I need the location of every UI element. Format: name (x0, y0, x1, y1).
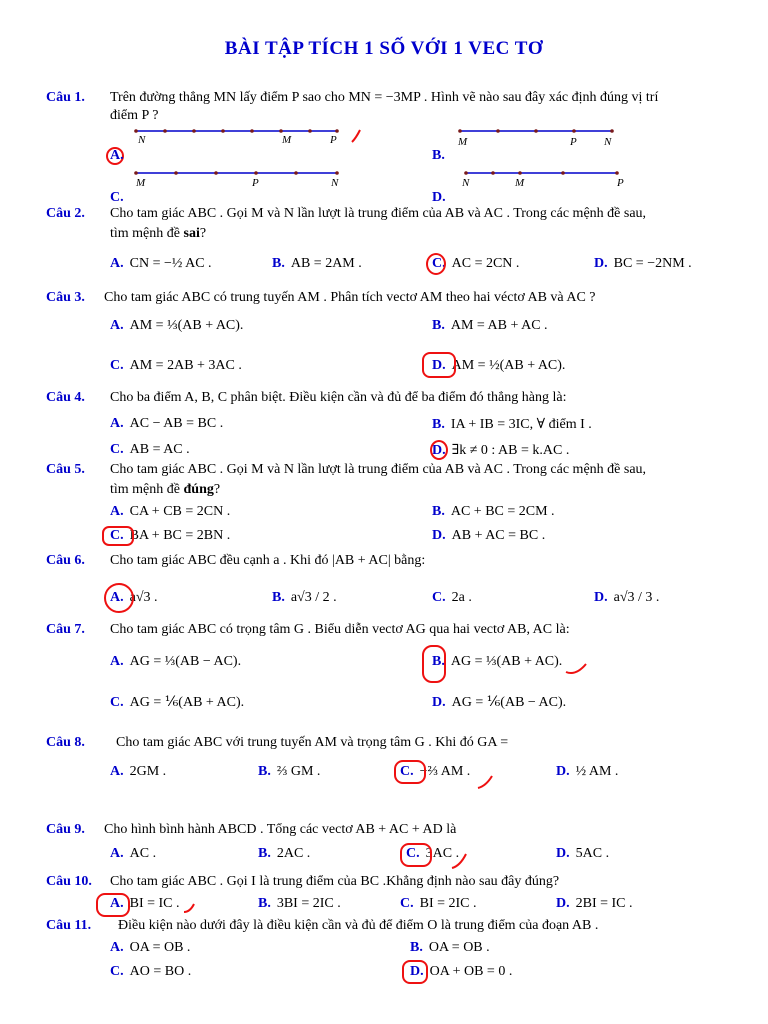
point-label: N (462, 177, 470, 189)
question-label: Câu 4. (46, 390, 85, 405)
question-keyword: đúng (183, 482, 214, 497)
option-letter: D. (594, 256, 608, 271)
option-letter: A. (110, 654, 124, 669)
question-prefix: tìm mệnh đề (110, 226, 184, 241)
option-letter: B. (432, 654, 445, 669)
page-title: BÀI TẬP TÍCH 1 SỐ VỚI 1 VEC TƠ (224, 38, 544, 59)
option-letter: D. (432, 358, 446, 373)
option-text: AO = BO . (129, 964, 192, 979)
question-text: Cho tam giác ABC . Gọi M và N lần lượt là trung điểm của AB và AC . Trong các mệnh đề sau, (110, 206, 647, 221)
option-letter: A. (110, 590, 124, 605)
option-text: 2a . (451, 590, 472, 605)
option-text: 3AC . (425, 846, 460, 861)
point-label: M (136, 177, 146, 189)
question-prefix: tìm mệnh đề (110, 482, 184, 497)
option-text: AC + BC = 2CM . (450, 504, 555, 519)
option-text: AG = ⅓(AB + AC). (450, 654, 563, 669)
option-letter: B. (432, 148, 445, 163)
option-text: AC = 2CN . (451, 256, 520, 271)
question-text: Cho tam giác ABC . Gọi M và N lần lượt là trung điểm của AB và AC . Trong các mệnh đề sau, (110, 462, 647, 477)
point-label: M (458, 136, 468, 148)
question-text: Cho tam giác ABC với trung tuyến AM và trọng tâm G . Khi đó GA = (116, 735, 509, 750)
option-text: OA = OB . (129, 940, 191, 955)
option-letter: B. (410, 940, 423, 955)
point-label: N (604, 136, 612, 148)
option-text: AM = ⅓(AB + AC). (129, 318, 244, 333)
option-letter: B. (258, 896, 271, 911)
option-letter: D. (432, 190, 446, 205)
option-letter: A. (110, 318, 124, 333)
question-text: Cho tam giác ABC có trọng tâm G . Biểu diễn vectơ AG qua hai vectơ AB, AC là: (110, 622, 570, 637)
option-text: AC − AB = BC . (129, 416, 224, 431)
option-text: CN = −½ AC . (129, 256, 212, 271)
option-letter: C. (110, 964, 124, 979)
option-text: AM = ½(AB + AC). (451, 358, 566, 373)
option-letter: C. (110, 695, 124, 710)
option-letter: C. (110, 358, 124, 373)
option-letter: C. (110, 442, 124, 457)
option-letter: D. (594, 590, 608, 605)
question-text-line2: điểm P ? (110, 108, 159, 123)
point-label: N (331, 177, 339, 189)
question-text: Cho ba điểm A, B, C phân biệt. Điều kiện cần và đủ để ba điểm đó thẳng hàng là: (110, 390, 567, 405)
option-text: CA + CB = 2CN . (129, 504, 231, 519)
point-label: M (515, 177, 525, 189)
option-letter: A. (110, 764, 124, 779)
option-text: 2AC . (276, 846, 311, 861)
question-text: Trên đường thẳng MN lấy điểm P sao cho MN = −3MP . Hình vẽ nào sau đây xác định đúng vị trí (110, 90, 659, 105)
option-text: 2GM . (129, 764, 167, 779)
option-a[interactable] (110, 940, 190, 956)
option-text: a√3 / 2 . (290, 590, 337, 605)
option-text: AG = ⅙(AB − AC). (451, 695, 567, 710)
option-c[interactable] (110, 964, 191, 980)
option-text: BI = IC . (129, 896, 180, 911)
answer-circle-mark (402, 960, 428, 984)
option-text: AB = 2AM . (290, 256, 362, 271)
option-text: BA + BC = 2BN . (129, 528, 231, 543)
option-letter: C. (432, 590, 446, 605)
option-letter: D. (556, 846, 570, 861)
option-text: a√3 . (129, 590, 158, 605)
option-letter: B. (258, 846, 271, 861)
point-label: P (330, 134, 337, 146)
option-letter: A. (110, 256, 124, 271)
option-text: AM = 2AB + 3AC . (129, 358, 242, 373)
option-letter: B. (272, 590, 285, 605)
question-label: Câu 7. (46, 622, 85, 637)
option-letter: D. (556, 896, 570, 911)
question-suffix: ? (199, 226, 207, 241)
question-label: Câu 3. (46, 290, 85, 305)
option-text: IA + IB = 3IC, ∀ điểm I . (450, 417, 592, 432)
option-text: −⅔ AM . (419, 764, 471, 779)
option-letter: D. (432, 443, 446, 458)
option-letter: B. (432, 417, 445, 432)
point-label: M (282, 134, 292, 146)
option-letter: C. (110, 528, 124, 543)
option-text: ½ AM . (575, 764, 619, 779)
option-b[interactable] (410, 940, 490, 956)
option-text: AG = ⅓(AB − AC). (129, 654, 242, 669)
option-text: AC . (129, 846, 157, 861)
option-letter: B. (432, 318, 445, 333)
option-letter: B. (272, 256, 285, 271)
question-label: Câu 1. (46, 90, 85, 105)
question-label: Câu 5. (46, 462, 85, 477)
question-suffix: ? (213, 482, 221, 497)
point-label: P (617, 177, 624, 189)
option-letter: A. (110, 416, 124, 431)
option-text: BC = −2NM . (613, 256, 692, 271)
point-label: N (138, 134, 146, 146)
question-label: Câu 11. (46, 918, 92, 933)
option-text: AM = AB + AC . (450, 318, 548, 333)
question-label: Câu 6. (46, 553, 85, 568)
option-text: ⅔ GM . (276, 764, 321, 779)
option-text: 2BI = IC . (575, 896, 633, 911)
option-letter: C. (432, 256, 446, 271)
question-text: Điều kiện nào dưới đây là điều kiện cần và đủ để điểm O là trung điểm của đoạn AB . (118, 918, 599, 933)
option-letter: C. (110, 190, 124, 205)
option-letter: A. (110, 896, 124, 911)
option-letter: B. (432, 504, 445, 519)
option-letter: A. (110, 504, 124, 519)
option-letter: B. (258, 764, 271, 779)
question-label: Câu 2. (46, 206, 85, 221)
option-letter: C. (400, 764, 414, 779)
question-text: Cho hình bình hành ABCD . Tổng các vectơ AB + AC + AD là (104, 822, 457, 837)
point-label: P (570, 136, 577, 148)
option-text: ∃k ≠ 0 : AB = k.AC . (451, 443, 570, 458)
option-text: OA = OB . (428, 940, 490, 955)
option-text: AB + AC = BC . (451, 528, 546, 543)
question-text: Cho tam giác ABC . Gọi I là trung điểm của BC .Khẳng định nào sau đây đúng? (110, 874, 560, 889)
point-label: P (252, 177, 259, 189)
option-letter: C. (406, 846, 420, 861)
option-text: 3BI = 2IC . (276, 896, 341, 911)
option-letter: C. (400, 896, 414, 911)
question-text: Cho tam giác ABC có trung tuyến AM . Phân tích vectơ AM theo hai véctơ AB và AC ? (104, 290, 596, 305)
option-letter: A. (110, 940, 124, 955)
question-keyword: sai (183, 226, 200, 241)
option-text: AB = AC . (129, 442, 190, 457)
option-letter: A. (110, 846, 124, 861)
option-text: a√3 / 3 . (613, 590, 660, 605)
option-letter: D. (432, 695, 446, 710)
option-text: 5AC . (575, 846, 610, 861)
question-label: Câu 8. (46, 735, 85, 750)
option-letter: D. (410, 964, 424, 979)
question-label: Câu 9. (46, 822, 85, 837)
option-text: AG = ⅙(AB + AC). (129, 695, 245, 710)
option-letter: D. (556, 764, 570, 779)
option-text: BI = 2IC . (419, 896, 477, 911)
option-letter: A. (110, 148, 124, 163)
question-text: Cho tam giác ABC đều cạnh a . Khi đó |AB + AC| bằng: (110, 553, 426, 568)
question-label: Câu 10. (46, 874, 92, 889)
option-letter: D. (432, 528, 446, 543)
option-text: OA + OB = 0 . (429, 964, 513, 979)
